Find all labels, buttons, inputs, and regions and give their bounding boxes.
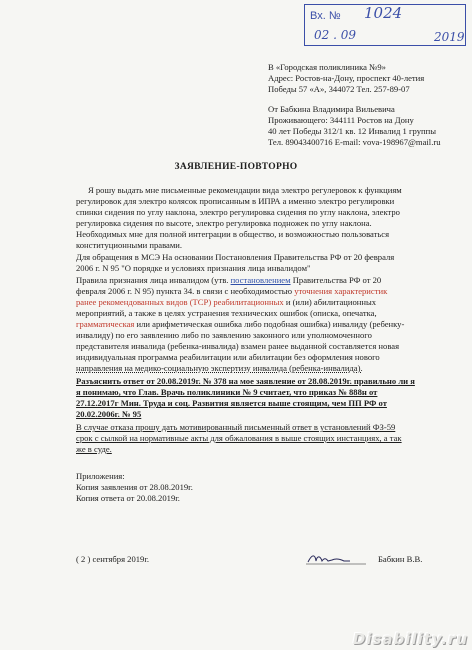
p3-line-4: 20.02.2006г. № 95 bbox=[76, 409, 142, 419]
sender-line-3: 40 лет Победы 312/1 кв. 12 Инвалид 1 группы bbox=[268, 126, 436, 136]
attachment-1: Копия заявления от 28.08.2019г. bbox=[76, 482, 193, 492]
p2-line-5-highlight: ранее рекомендованных видов (ТСР) реабилитационных bbox=[76, 297, 284, 307]
recipient-line-1: В «Городская поликлиника №9» bbox=[268, 62, 386, 72]
p2-line-7-highlight: грамматическая bbox=[76, 319, 135, 329]
p2-line-9: представителя инвалида (ребенка-инвалида) взамен ранее выданной составляется новая bbox=[76, 341, 400, 351]
p2-line-10: индивидуальная программа реабилитации или абилитации без оформления нового bbox=[76, 352, 380, 362]
p2-line-2: 2006 г. N 95 "О порядке и условиях признания лица инвалидом" bbox=[76, 263, 311, 273]
p1-line-1: Я рошу выдать мне письменные рекомендации вида электро регулеровок к функциям bbox=[88, 185, 402, 195]
p2-line-4-start: февраля 2006 г. N 95) пункта 34. в связи с необходимостью bbox=[76, 286, 295, 296]
stamp-number: 1024 bbox=[364, 4, 403, 22]
stamp-year-suffix: 19 bbox=[449, 30, 465, 44]
recipient-line-3: Победы 57 «А», 344072 Тел. 257-89-07 bbox=[268, 84, 410, 94]
stamp-label: Вх. № bbox=[310, 10, 341, 22]
p2-line-8: инвалиду) по его заявлению либо по заявлению законного или уполномоченного bbox=[76, 330, 372, 340]
p4-line-2: срок с сылкой на нормативные акты для обжалования в выше стоящих инстанциях, а так bbox=[76, 433, 402, 443]
stamp-year-prefix: 20 bbox=[434, 30, 450, 44]
document-date: ( 2 ) сентября 2019г. bbox=[76, 554, 150, 564]
p4-line-1: В случае отказа прошу дать мотивированный письменный ответ в установлений ФЗ-59 bbox=[76, 422, 396, 432]
handwritten-signature bbox=[306, 552, 366, 566]
p2-line-3-end: Правительства РФ от 20 bbox=[290, 275, 382, 285]
attachment-2: Копия ответа от 20.08.2019г. bbox=[76, 493, 180, 503]
stamp-date: 02 . 09 bbox=[314, 28, 356, 42]
sender-line-1: От Бабкина Владимира Вильевича bbox=[268, 104, 395, 114]
p2-line-3 bbox=[76, 275, 381, 285]
p1-line-4: регулировка сидения по высоте, электро регулировка подножек по углу наклона. bbox=[76, 218, 372, 228]
p2-line-6: мероприятий, а также в целях устранения технических ошибок (описка, опечатка, bbox=[76, 308, 377, 318]
p1-line-2: регулировок для электро колясок прописанным в ИПРА а именно электро регулировки bbox=[76, 196, 395, 206]
attachments-label: Приложения: bbox=[76, 471, 125, 481]
p2-line-7 bbox=[76, 319, 404, 329]
regulation-link[interactable]: постановлением bbox=[230, 275, 291, 285]
p1-line-3: спинки сидения по углу наклона, электро регулировка сидения по углу наклона, электро bbox=[76, 207, 400, 217]
p4-line-3: же в суде. bbox=[76, 444, 112, 454]
p1-line-6: конституционными правами. bbox=[76, 240, 183, 250]
p2-line-4 bbox=[76, 286, 387, 296]
p2-line-11: направления на медико-социальную экспертизу инвалида (ребенка-инвалида). bbox=[76, 363, 363, 373]
p1-line-5: Необходимых мне для полной интеграции в общество, и возможностью пользоваться bbox=[76, 229, 390, 239]
incoming-stamp bbox=[304, 4, 468, 62]
p2-line-3-start: Правила признания лица инвалидом (утв. bbox=[76, 275, 231, 285]
p3-line-3: 27.12.2017г Мин. Труда и соц. Развития является выше стоящим, чем ПП РФ от bbox=[76, 398, 387, 408]
p2-line-1: Для обращения в МСЭ На основании Постановления Правительства РФ от 20 февраля bbox=[76, 252, 395, 262]
p3-line-1: Разъяснить ответ от 20.08.2019г. № 378 на мое заявление от 28.08.2019г. правильно ли я bbox=[76, 376, 415, 386]
document-title: ЗАЯВЛЕНИЕ-ПОВТОРНО bbox=[174, 162, 298, 172]
recipient-line-2: Адрес: Ростов-на-Дону, проспект 40-летия bbox=[268, 73, 425, 83]
p3-line-2: я понимаю, что Глав. Врачь поликлиники № 9 считает, что приказ № 888н от bbox=[76, 387, 378, 397]
p2-line-7-end: или арифметическая ошибка либо подобная ошибка) инвалиду (ребенку- bbox=[134, 319, 405, 329]
sender-line-4: Тел. 89043400716 E-mail: vova-198967@mail.ru bbox=[268, 137, 441, 147]
signature-name: Бабкин В.В. bbox=[378, 554, 423, 564]
stamp-year bbox=[434, 30, 465, 44]
p2-line-5 bbox=[76, 297, 376, 307]
p2-line-4-highlight: уточнения характеристик bbox=[294, 286, 388, 296]
site-watermark: Disability.ru bbox=[352, 630, 468, 648]
sender-line-2: Проживающего: 344111 Ростов на Дону bbox=[268, 115, 414, 125]
p2-line-5-end: и (или) абилитационных bbox=[283, 297, 377, 307]
